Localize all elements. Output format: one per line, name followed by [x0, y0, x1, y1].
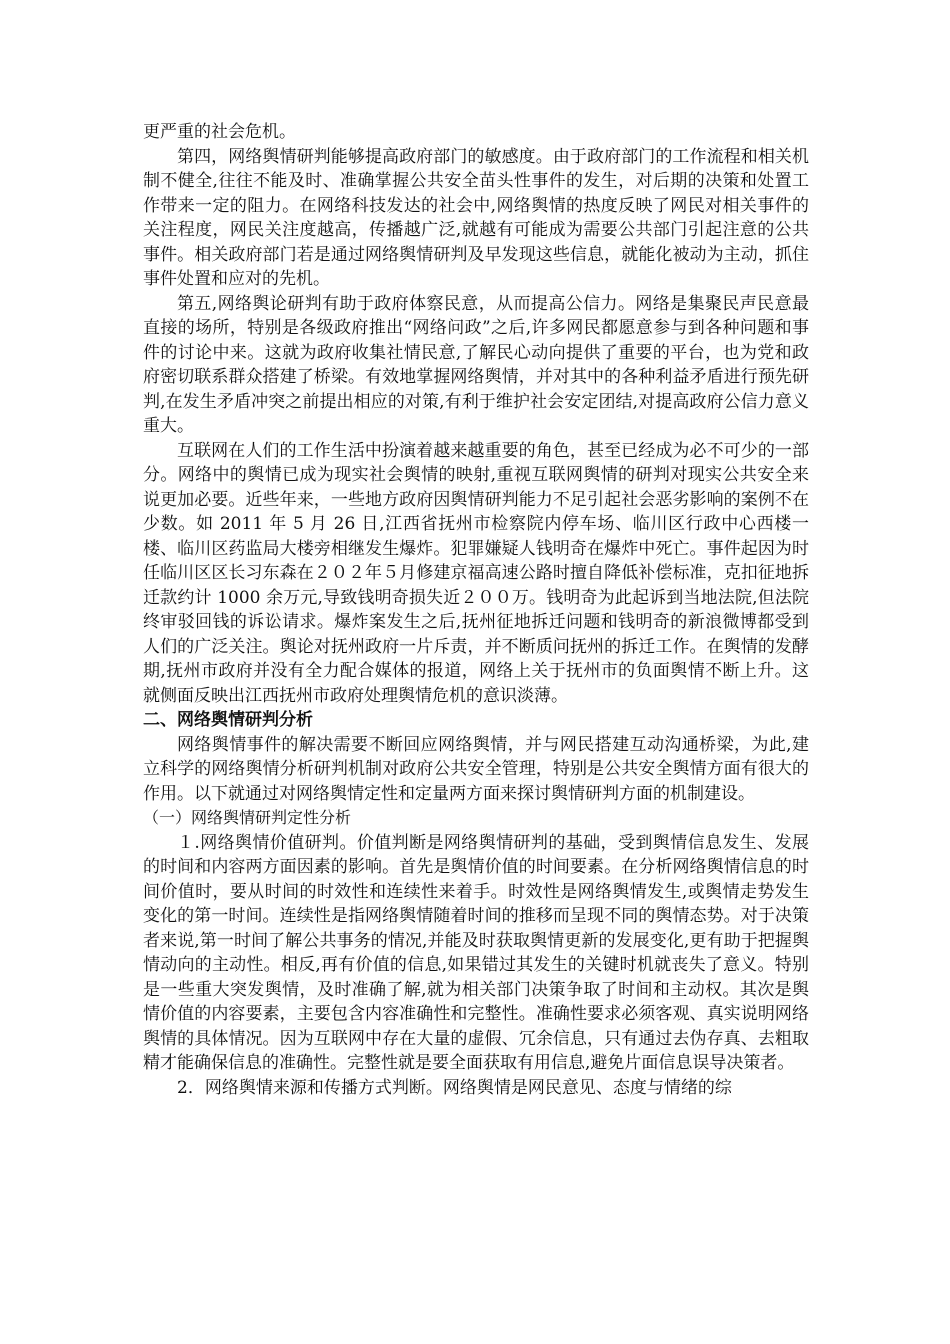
section-intro-paragraph: 网络舆情事件的解决需要不断回应网络舆情，并与网民搭建互动沟通桥梁，为此,建立科学的网络舆情分析研判机制对政府公共安全管理，特别是公共安全舆情方面有很大的作用。以下就通过对网络舆情定性和定量两方面来探讨舆情研判方面的机制建设。: [143, 734, 809, 804]
item-1-paragraph: １.网络舆情价值研判。价值判断是网络舆情研判的基础，受到舆情信息发生、发展的时间和内容两方面因素的影响。首先是舆情价值的时间要素。在分析网络舆情信息的时间价值时，要从时间的时效性和连续性来着手。时效性是网络舆情发生,或舆情走势发生变化的第一时间。连续性是指网络舆情随着时间的推移而呈现不同的舆情态势。对于决策者来说,第一时间了解公共事务的情况,并能及时获取舆情更新的发展变化,更有助于把握舆情动向的主动性。相反,再有价值的信息,如果错过其发生的关键时机就丧失了意义。特别是一些重大突发舆情，及时准确了解,就为相关部门决策争取了时间和主动权。其次是舆情价值的内容要素，主要包含内容准确性和完整性。准确性要求必须客观、真实说明网络舆情的具体情况。因为互联网中存在大量的虚假、冗余信息，只有通过去伪存真、去粗取精才能确保信息的准确性。完整性就是要全面获取有用信息,避免片面信息误导决策者。: [143, 832, 809, 1073]
item-2-paragraph: 2．网络舆情来源和传播方式判断。网络舆情是网民意见、态度与情绪的综: [177, 1077, 732, 1098]
paragraph-fuzhou-case: 互联网在人们的工作生活中扮演着越来越重要的角色，甚至已经成为必不可少的一部分。网络中的舆情已成为现实社会舆情的映射,重视互联网舆情的研判对现实公共安全来说更加必要。近些年来，一些地方政府因舆情研判能力不足引起社会恶劣影响的案例不在少数。如 2011 年 5 月 26 日,江西省抚州市检察院内停车场、临川区行政中心西楼一楼、临川区药监局大楼旁相继发生爆炸。犯罪嫌疑人钱明奇在爆炸中死亡。事件起因为时任临川区区长习东森在２０２年５月修建京福高速公路时擅自降低补偿标准，克扣征地拆迁款约计 1000 余万元,导致钱明奇损失近２００万。钱明奇为此起诉到当地法院,但法院终审驳回钱的诉讼请求。爆炸案发生之后,抚州征地拆迁问题和钱明奇的新浪微博都受到人们的广泛关注。舆论对抚州政府一片斥责，并不断质问抚州的拆迁工作。在舆情的发酵期,抚州市政府并没有全力配合媒体的报道，网络上关于抚州市的负面舆情不断上升。这就侧面反映出江西抚州市政府处理舆情危机的意识淡薄。: [143, 440, 809, 706]
document-page: [143, 120, 809, 1100]
subsection-heading: （一）网络舆情研判定性分析: [143, 808, 352, 827]
section-heading: 二、网络舆情研判分析: [143, 710, 313, 730]
paragraph-continuation: 更严重的社会危机。: [143, 122, 296, 142]
paragraph-fourth-point: 第四，网络舆情研判能够提高政府部门的敏感度。由于政府部门的工作流程和相关机制不健全,往往不能及时、准确掌握公共安全苗头性事件的发生，对后期的决策和处置工作带来一定的阻力。在网络科技发达的社会中,网络舆情的热度反映了网民对相关事件的关注程度，网民关注度越高，传播越广泛,就越有可能成为需要公共部门引起注意的公共事件。相关政府部门若是通过网络舆情研判及早发现这些信息，就能化被动为主动，抓住事件处置和应对的先机。: [143, 146, 809, 289]
paragraph-fifth-point: 第五,网络舆论研判有助于政府体察民意，从而提高公信力。网络是集聚民声民意最直接的场所，特别是各级政府推出“网络问政”之后,许多网民都愿意参与到各种问题和事件的讨论中来。这就为政府收集社情民意,了解民心动向提供了重要的平台，也为党和政府密切联系群众搭建了桥梁。有效地掌握网络舆情，并对其中的各种利益矛盾进行预先研判,在发生矛盾冲突之前提出相应的对策,有利于维护社会安定团结,对提高政府公信力意义重大。: [143, 293, 809, 436]
